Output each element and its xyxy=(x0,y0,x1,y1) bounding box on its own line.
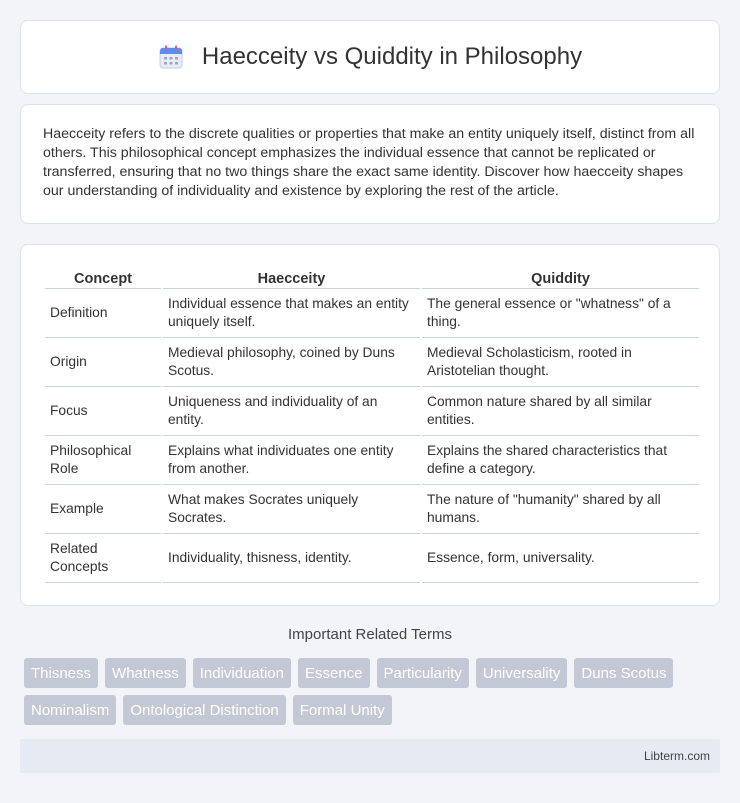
page-title: Haecceity vs Quiddity in Philosophy xyxy=(201,43,583,70)
table-row xyxy=(45,436,699,485)
column-header-concept: Concept xyxy=(45,265,161,289)
related-term-tag[interactable]: Formal Unity xyxy=(293,695,392,725)
comparison-table xyxy=(43,265,701,583)
related-term-tag[interactable]: Essence xyxy=(298,658,370,688)
haecceity-cell: What makes Socrates uniquely Socrates. xyxy=(163,485,420,534)
quiddity-cell: The general essence or "whatness" of a thing. xyxy=(422,289,699,338)
related-term-tag[interactable]: Universality xyxy=(476,658,568,688)
quiddity-cell: Essence, form, universality. xyxy=(422,534,699,583)
haecceity-cell: Uniqueness and individuality of an entity. xyxy=(163,387,420,436)
related-term-tag[interactable]: Particularity xyxy=(377,658,469,688)
intro-paragraph: Haecceity refers to the discrete qualities or properties that make an entity uniquely itself, distinct from all others. This philosophical concept emphasizes the individual essence that cannot be replicated or transferred, ensuring that no two things share the exact same identity. Discover how haecceity shapes our understanding of individuality and existence by exploring the rest of the article. xyxy=(43,126,695,199)
quiddity-cell: Common nature shared by all similar entities. xyxy=(422,387,699,436)
related-term-tag[interactable]: Whatness xyxy=(105,658,186,688)
related-term-tag[interactable]: Duns Scotus xyxy=(574,658,673,688)
column-header-quiddity: Quiddity xyxy=(422,265,699,289)
concept-cell: Philosophical Role xyxy=(45,436,161,485)
haecceity-cell: Individual essence that makes an entity uniquely itself. xyxy=(163,289,420,338)
table-row xyxy=(45,289,699,338)
concept-cell: Example xyxy=(45,485,161,534)
comparison-card xyxy=(20,244,720,606)
table-row xyxy=(45,338,699,387)
quiddity-cell: Medieval Scholasticism, rooted in Aristotelian thought. xyxy=(422,338,699,387)
haecceity-cell: Medieval philosophy, coined by Duns Scotus. xyxy=(163,338,420,387)
column-header-haecceity: Haecceity xyxy=(163,265,420,289)
table-row xyxy=(45,387,699,436)
related-term-tag[interactable]: Individuation xyxy=(193,658,291,688)
concept-cell: Focus xyxy=(45,387,161,436)
table-row xyxy=(45,485,699,534)
concept-cell: Origin xyxy=(45,338,161,387)
quiddity-cell: The nature of "humanity" shared by all humans. xyxy=(422,485,699,534)
related-terms-title: Important Related Terms xyxy=(288,626,452,643)
intro-card xyxy=(20,104,720,224)
related-term-tag[interactable]: Nominalism xyxy=(24,695,116,725)
table-header-row xyxy=(45,265,699,289)
haecceity-cell: Explains what individuates one entity from another. xyxy=(163,436,420,485)
table-row xyxy=(45,534,699,583)
title-wrap xyxy=(158,43,582,71)
quiddity-cell: Explains the shared characteristics that define a category. xyxy=(422,436,699,485)
footer xyxy=(20,739,720,773)
footer-brand[interactable]: Libterm.com xyxy=(643,749,710,763)
concept-cell: Definition xyxy=(45,289,161,338)
related-terms-list xyxy=(24,658,724,725)
related-term-tag[interactable]: Thisness xyxy=(24,658,98,688)
related-term-tag[interactable]: Ontological Distinction xyxy=(123,695,285,725)
header-card xyxy=(20,20,720,94)
concept-cell: Related Concepts xyxy=(45,534,161,583)
calendar-icon xyxy=(158,44,184,70)
haecceity-cell: Individuality, thisness, identity. xyxy=(163,534,420,583)
